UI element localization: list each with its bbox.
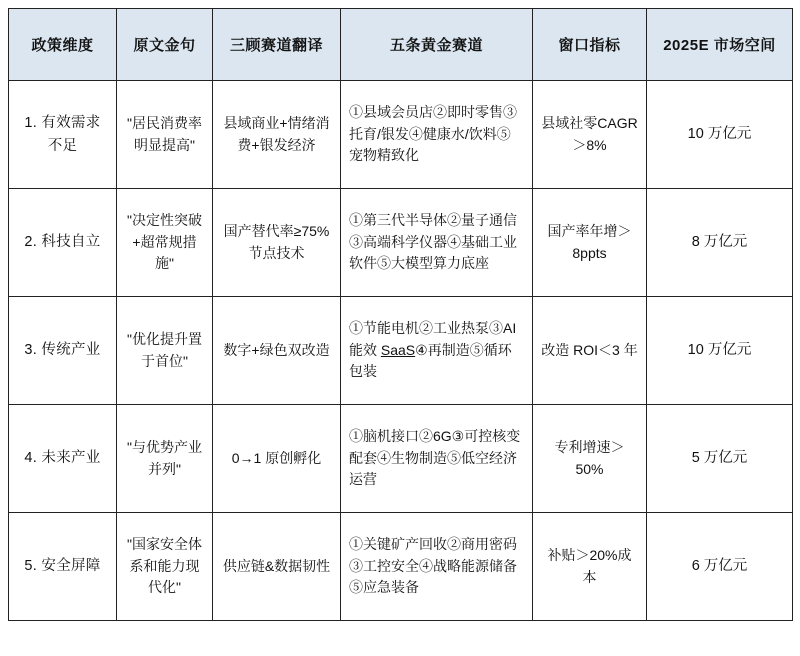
cell-translation: 供应链&数据韧性 (213, 513, 341, 621)
cell-tracks: ①节能电机②工业热泵③AI能效 SaaS④再制造⑤循环包装 (341, 297, 533, 405)
cell-dimension: 4. 未来产业 (9, 405, 117, 513)
cell-tracks: ①关键矿产回收②商用密码③工控安全④战略能源储备⑤应急装备 (341, 513, 533, 621)
column-header-tracks: 五条黄金赛道 (341, 9, 533, 81)
cell-window: 县域社零CAGR＞8% (533, 81, 647, 189)
cell-translation: 县域商业+情绪消费+银发经济 (213, 81, 341, 189)
table-row (9, 513, 793, 621)
column-header-dimension: 政策维度 (9, 9, 117, 81)
cell-window: 专利增速＞50% (533, 405, 647, 513)
cell-quote: "优化提升置于首位" (117, 297, 213, 405)
cell-translation: 国产替代率≥75%节点技术 (213, 189, 341, 297)
cell-quote: "决定性突破+超常规措施" (117, 189, 213, 297)
cell-dimension: 2. 科技自立 (9, 189, 117, 297)
table-row (9, 189, 793, 297)
table-row (9, 405, 793, 513)
table-header (9, 9, 793, 81)
cell-translation: 数字+绿色双改造 (213, 297, 341, 405)
cell-window: 补贴＞20%成本 (533, 513, 647, 621)
cell-market: 10 万亿元 (647, 297, 793, 405)
column-header-translation: 三顾赛道翻译 (213, 9, 341, 81)
cell-quote: "居民消费率明显提高" (117, 81, 213, 189)
cell-quote: "国家安全体系和能力现代化" (117, 513, 213, 621)
policy-table (8, 8, 793, 621)
cell-dimension: 5. 安全屏障 (9, 513, 117, 621)
cell-tracks: ①第三代半导体②量子通信③高端科学仪器④基础工业软件⑤大模型算力底座 (341, 189, 533, 297)
cell-window: 国产率年增＞8ppts (533, 189, 647, 297)
cell-translation: 0→1 原创孵化 (213, 405, 341, 513)
column-header-window: 窗口指标 (533, 9, 647, 81)
cell-window: 改造 ROI＜3 年 (533, 297, 647, 405)
cell-market: 8 万亿元 (647, 189, 793, 297)
cell-tracks: ①县域会员店②即时零售③托育/银发④健康水/饮料⑤宠物精致化 (341, 81, 533, 189)
cell-quote: "与优势产业并列" (117, 405, 213, 513)
cell-market: 6 万亿元 (647, 513, 793, 621)
cell-market: 5 万亿元 (647, 405, 793, 513)
table-body (9, 81, 793, 621)
column-header-quote: 原文金句 (117, 9, 213, 81)
table-row (9, 297, 793, 405)
cell-market: 10 万亿元 (647, 81, 793, 189)
header-row (9, 9, 793, 81)
table-row (9, 81, 793, 189)
column-header-market: 2025E 市场空间 (647, 9, 793, 81)
cell-dimension: 1. 有效需求不足 (9, 81, 117, 189)
cell-dimension: 3. 传统产业 (9, 297, 117, 405)
cell-tracks: ①脑机接口②6G③可控核变配套④生物制造⑤低空经济运营 (341, 405, 533, 513)
